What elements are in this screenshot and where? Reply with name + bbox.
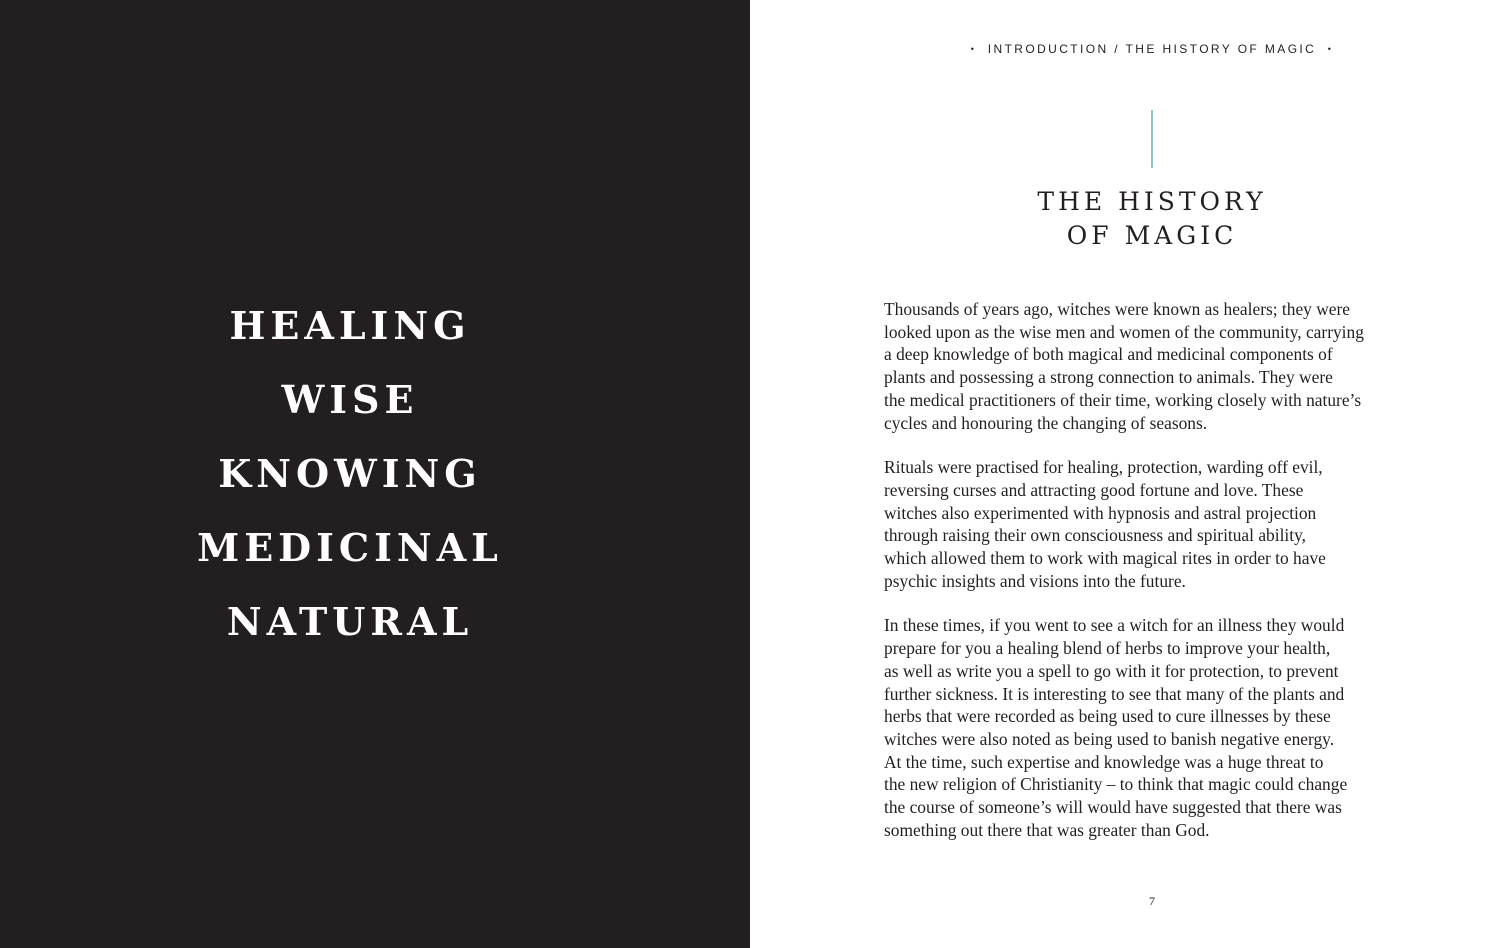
right-page [750,0,1500,948]
word-item: KNOWING [218,451,482,496]
chapter-title [1000,185,1304,253]
running-head [750,42,1500,56]
bullet-icon: • [1327,44,1334,54]
word-item: WISE [281,377,419,422]
word-item: HEALING [229,303,471,348]
bullet-icon: • [970,44,977,54]
page-number: 7 [1149,894,1155,908]
chapter-title-line: OF MAGIC [1066,221,1238,250]
word-item: NATURAL [226,599,474,644]
accent-rule [1151,110,1153,168]
paragraph: Thousands of years ago, witches were known as healers; they were looked upon as the wise men and women of the community, carrying a deep knowledge of both magical and medicinal components of plants and possessing a strong connection to animals. They were the medical practitioners of their time, working closely with nature’s cycles and honouring the changing of seasons. [884,299,1364,433]
paragraph: Rituals were practised for healing, protection, warding off evil, reversing curses and attracting good fortune and love. These witches also experimented with hypnosis and astral projection through raising their own consciousness and spiritual ability, which allowed them to work with magical rites in order to have psychic insights and visions into the future. [884,457,1326,591]
word-list [0,296,700,666]
body-text [884,298,1444,863]
paragraph: In these times, if you went to see a witch for an illness they would prepare for you a healing blend of herbs to improve your health, as well as write you a spell to go with it for protection, to prevent further sickness. It is interesting to see that many of the plants and herbs that were recorded as being used to cure illnesses by these witches were also noted as being used to banish negative energy. At the time, such expertise and knowledge was a huge threat to the new religion of Christianity – to think that magic could change the course of someone’s will would have suggested that there was something out there that was greater than God. [884,615,1348,840]
chapter-title-line: THE HISTORY [1037,187,1267,216]
running-head-text: INTRODUCTION / THE HISTORY OF MAGIC [987,42,1317,56]
word-item: MEDICINAL [197,525,503,570]
